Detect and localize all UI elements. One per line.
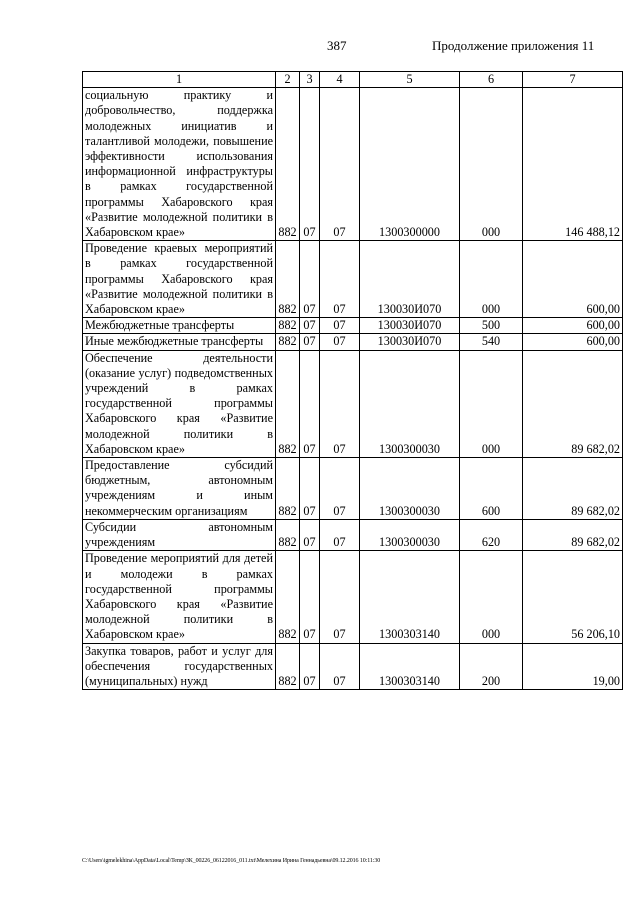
section-code: 07 bbox=[300, 458, 320, 520]
section-code: 07 bbox=[300, 350, 320, 457]
section-code: 07 bbox=[300, 88, 320, 241]
amount: 56 206,10 bbox=[523, 551, 623, 643]
page-number: 387 bbox=[327, 38, 347, 53]
expense-type-code: 620 bbox=[460, 519, 523, 550]
ministry-code: 882 bbox=[276, 551, 300, 643]
target-article-code: 130030И070 bbox=[360, 241, 460, 318]
ministry-code: 882 bbox=[276, 519, 300, 550]
section-code: 07 bbox=[300, 334, 320, 350]
amount: 600,00 bbox=[523, 334, 623, 350]
ministry-code: 882 bbox=[276, 241, 300, 318]
table-row bbox=[83, 241, 623, 318]
row-description: Проведение краевых мероприятий в рамках государственной программы Хабаровского края «Развитие молодежной политики в Хабаровском крае» bbox=[83, 241, 276, 318]
subsection-code: 07 bbox=[320, 551, 360, 643]
section-code: 07 bbox=[300, 241, 320, 318]
row-description: Иные межбюджетные трансферты bbox=[83, 334, 276, 350]
section-code: 07 bbox=[300, 318, 320, 334]
subsection-code: 07 bbox=[320, 643, 360, 690]
amount: 600,00 bbox=[523, 318, 623, 334]
table-row bbox=[83, 350, 623, 457]
expense-type-code: 500 bbox=[460, 318, 523, 334]
subsection-code: 07 bbox=[320, 458, 360, 520]
target-article-code: 130030И070 bbox=[360, 334, 460, 350]
section-code: 07 bbox=[300, 551, 320, 643]
ministry-code: 882 bbox=[276, 318, 300, 334]
table-row bbox=[83, 334, 623, 350]
expense-type-code: 000 bbox=[460, 241, 523, 318]
target-article-code: 1300300030 bbox=[360, 519, 460, 550]
ministry-code: 882 bbox=[276, 350, 300, 457]
row-description: Субсидии автономным учреждениям bbox=[83, 519, 276, 550]
ministry-code: 882 bbox=[276, 458, 300, 520]
row-description: Проведение мероприятий для детей и молодежи в рамках государственной программы Хабаровского края «Развитие молодежной политики в Хабаровском крае» bbox=[83, 551, 276, 643]
expense-type-code: 200 bbox=[460, 643, 523, 690]
ministry-code: 882 bbox=[276, 88, 300, 241]
table-header-row bbox=[83, 72, 623, 88]
target-article-code: 1300303140 bbox=[360, 643, 460, 690]
expense-type-code: 540 bbox=[460, 334, 523, 350]
target-article-code: 1300300030 bbox=[360, 458, 460, 520]
expense-type-code: 000 bbox=[460, 350, 523, 457]
budget-table bbox=[82, 71, 623, 690]
file-path-footer: C:\Users\igmelekhina\AppData\Local\Temp\ЗК_00226_06122016_011.txt\Мелехина Ирина Геннадьевна\09.12.2016 10:11:30 bbox=[82, 858, 381, 864]
column-header: 6 bbox=[460, 72, 523, 88]
column-header: 3 bbox=[300, 72, 320, 88]
row-description: Обеспечение деятельности (оказание услуг) подведомственных учреждений в рамках государственной программы Хабаровского края «Развитие молодежной политики в Хабаровском крае» bbox=[83, 350, 276, 457]
table-row bbox=[83, 458, 623, 520]
subsection-code: 07 bbox=[320, 350, 360, 457]
ministry-code: 882 bbox=[276, 334, 300, 350]
subsection-code: 07 bbox=[320, 241, 360, 318]
amount: 89 682,02 bbox=[523, 519, 623, 550]
table-row bbox=[83, 551, 623, 643]
expense-type-code: 000 bbox=[460, 551, 523, 643]
amount: 89 682,02 bbox=[523, 458, 623, 520]
column-header: 7 bbox=[523, 72, 623, 88]
column-header: 1 bbox=[83, 72, 276, 88]
section-code: 07 bbox=[300, 519, 320, 550]
appendix-continuation-title: Продолжение приложения 11 bbox=[432, 38, 595, 53]
amount: 600,00 bbox=[523, 241, 623, 318]
subsection-code: 07 bbox=[320, 334, 360, 350]
table-row bbox=[83, 519, 623, 550]
subsection-code: 07 bbox=[320, 88, 360, 241]
amount: 146 488,12 bbox=[523, 88, 623, 241]
target-article-code: 1300303140 bbox=[360, 551, 460, 643]
column-header: 2 bbox=[276, 72, 300, 88]
expense-type-code: 000 bbox=[460, 88, 523, 241]
row-description: социальную практику и добровольчество, поддержка молодежных инициатив и талантливой молодежи, повышение эффективности использования информационной инфраструктуры в рамках государственной программы Хабаровского края «Развитие молодежной политики в Хабаровском крае» bbox=[83, 88, 276, 241]
column-header: 4 bbox=[320, 72, 360, 88]
row-description: Закупка товаров, работ и услуг для обеспечения государственных (муниципальных) нужд bbox=[83, 643, 276, 690]
target-article-code: 1300300000 bbox=[360, 88, 460, 241]
amount: 19,00 bbox=[523, 643, 623, 690]
row-description: Предоставление субсидий бюджетным, автономным учреждениям и иным некоммерческим организациям bbox=[83, 458, 276, 520]
ministry-code: 882 bbox=[276, 643, 300, 690]
table-row bbox=[83, 88, 623, 241]
section-code: 07 bbox=[300, 643, 320, 690]
target-article-code: 1300300030 bbox=[360, 350, 460, 457]
table-row bbox=[83, 643, 623, 690]
subsection-code: 07 bbox=[320, 318, 360, 334]
expense-type-code: 600 bbox=[460, 458, 523, 520]
target-article-code: 130030И070 bbox=[360, 318, 460, 334]
row-description: Межбюджетные трансферты bbox=[83, 318, 276, 334]
subsection-code: 07 bbox=[320, 519, 360, 550]
table-row bbox=[83, 318, 623, 334]
amount: 89 682,02 bbox=[523, 350, 623, 457]
column-header: 5 bbox=[360, 72, 460, 88]
